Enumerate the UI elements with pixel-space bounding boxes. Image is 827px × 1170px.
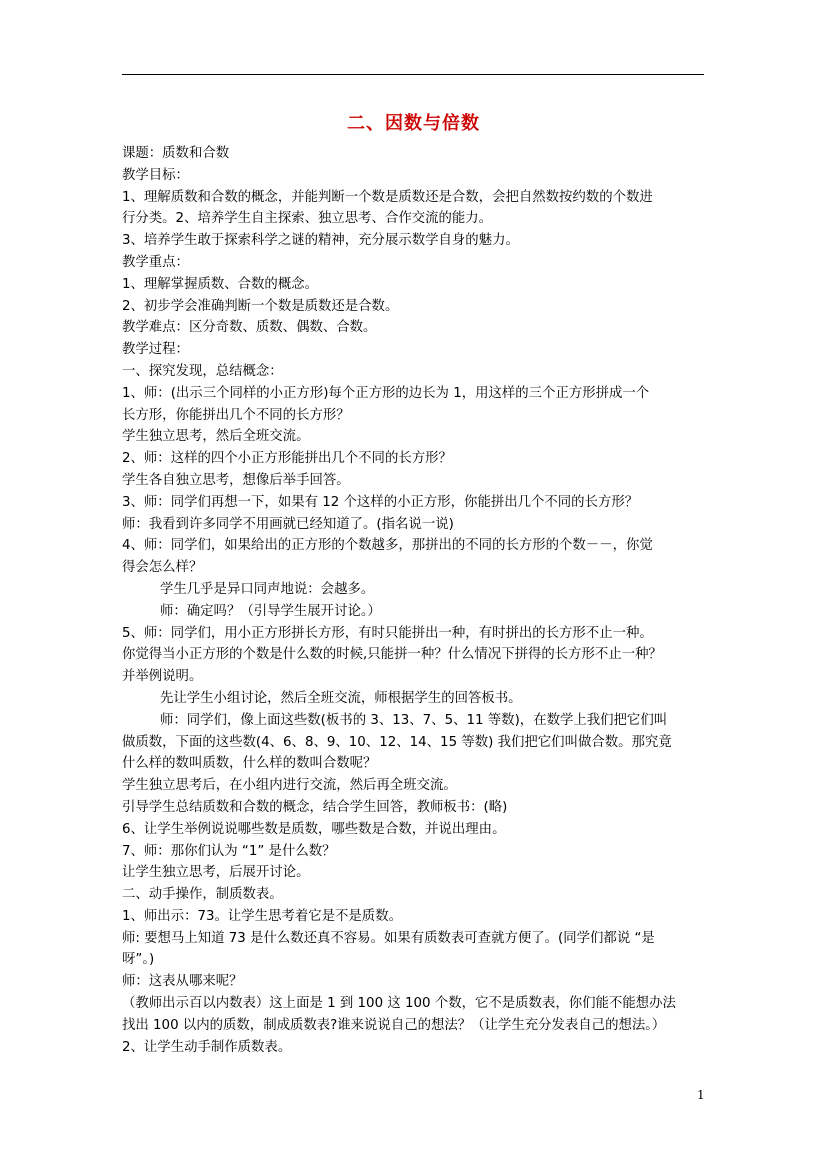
body-line: 二、动手操作，制质数表。 [122,887,283,903]
body-line: 学生独立思考后，在小组内进行交流，然后再全班交流。 [122,778,457,794]
body-line: 引导学生总结质数和合数的概念，结合学生回答，教师板书：(略) [122,799,508,815]
body-line: 得会怎么样？ [122,560,203,576]
body-line: 5、师：同学们，用小正方形拼长方形，有时只能拼出一种，有时拼出的长方形不止一种。 [122,625,653,641]
body-line: 6、让学生举例说说哪些数是质数，哪些数是合数，并说出理由。 [122,821,506,837]
body-line: 课题：质数和合数 [122,146,230,161]
body-line: 2、让学生动手制作质数表。 [122,1039,292,1055]
body-line: 做质数，下面的这些数(4、6、8、9、10、12、14、15 等数) 我们把它们叫做合数。那究竟 [122,734,672,750]
body-line: 什么样的数叫质数，什么样的数叫合数呢？ [122,756,377,772]
body-line: （教师出示百以内数表）这上面是 1 到 100 这 100 个数，它不是质数表，你们能不能想办法 [122,996,676,1012]
body-line: 呀”。) [122,952,155,968]
body-line: 师：同学们，像上面这些数(板书的 3、13、7、5、11 等数)，在数学上我们把它们叫 [160,712,668,728]
body-line: 并举例说明。 [122,669,203,685]
body-line: 1、师：(出示三个同样的小正方形)每个正方形的边长为 1，用这样的三个正方形拼成一个 [122,385,650,401]
body-line: 师：我看到许多同学不用画就已经知道了。(指名说一说) [122,516,454,532]
body-line: 教学难点：区分奇数、质数、偶数、合数。 [122,320,377,336]
body-line: 3、培养学生敢于探索科学之谜的精神，充分展示数学自身的魅力。 [122,233,519,249]
body-line: 1、理解质数和合数的概念，并能判断一个数是质数还是合数，会把自然数按约数的个数进 [122,189,653,205]
body-line: 学生独立思考，然后全班交流。 [122,429,310,445]
body-line: 长方形，你能拼出几个不同的长方形？ [122,407,350,423]
body-line: 先让学生小组讨论，然后全班交流，师根据学生的回答板书。 [160,690,522,706]
header-rule [122,74,704,75]
body-line: 行分类。2、培养学生自主探索、独立思考、合作交流的能力。 [122,211,493,227]
body-line: 1、理解掌握质数、合数的概念。 [122,276,318,292]
body-line: 师：这表从哪来呢？ [122,974,243,990]
body-line: 教学目标： [122,167,189,183]
body-line: 让学生独立思考，后展开讨论。 [122,865,310,881]
body-line: 教学重点： [122,254,189,270]
body-line: 学生几乎是异口同声地说：会越多。 [160,581,375,597]
body-line: 教学过程： [122,342,189,358]
body-line: 你觉得当小正方形的个数是什么数的时候,只能拼一种？什么情况下拼得的长方形不止一种？ [122,647,662,663]
body-line: 7、师：那你们认为 “1” 是什么数？ [122,843,336,859]
page-number: 1 [697,1088,705,1102]
document-body [122,143,712,1058]
body-line: 2、师：这样的四个小正方形能拼出几个不同的长方形？ [122,451,452,467]
body-line: 师：确定吗？（引导学生展开讨论。） [160,603,381,619]
body-line: 找出 100 以内的质数，制成质数表?谁来说说自己的想法？（让学生充分发表自己的想法。） [122,1017,666,1033]
body-line: 2、初步学会准确判断一个数是质数还是合数。 [122,298,399,314]
body-line: 3、师：同学们再想一下，如果有 12 个这样的小正方形，你能拼出几个不同的长方形？ [122,494,639,510]
body-line: 4、师：同学们，如果给出的正方形的个数越多，那拼出的不同的长方形的个数－－，你觉 [122,538,653,554]
document-title: 二、因数与倍数 [347,113,480,134]
body-line: 学生各自独立思考，想像后举手回答。 [122,472,350,488]
body-line: 1、师出示：73。让学生思考着它是不是质数。 [122,908,402,924]
body-line: 师: 要想马上知道 73 是什么数还真不容易。如果有质数表可查就方便了。(同学们都说 “是 [122,930,655,946]
body-line: 一、探究发现，总结概念： [122,363,283,379]
